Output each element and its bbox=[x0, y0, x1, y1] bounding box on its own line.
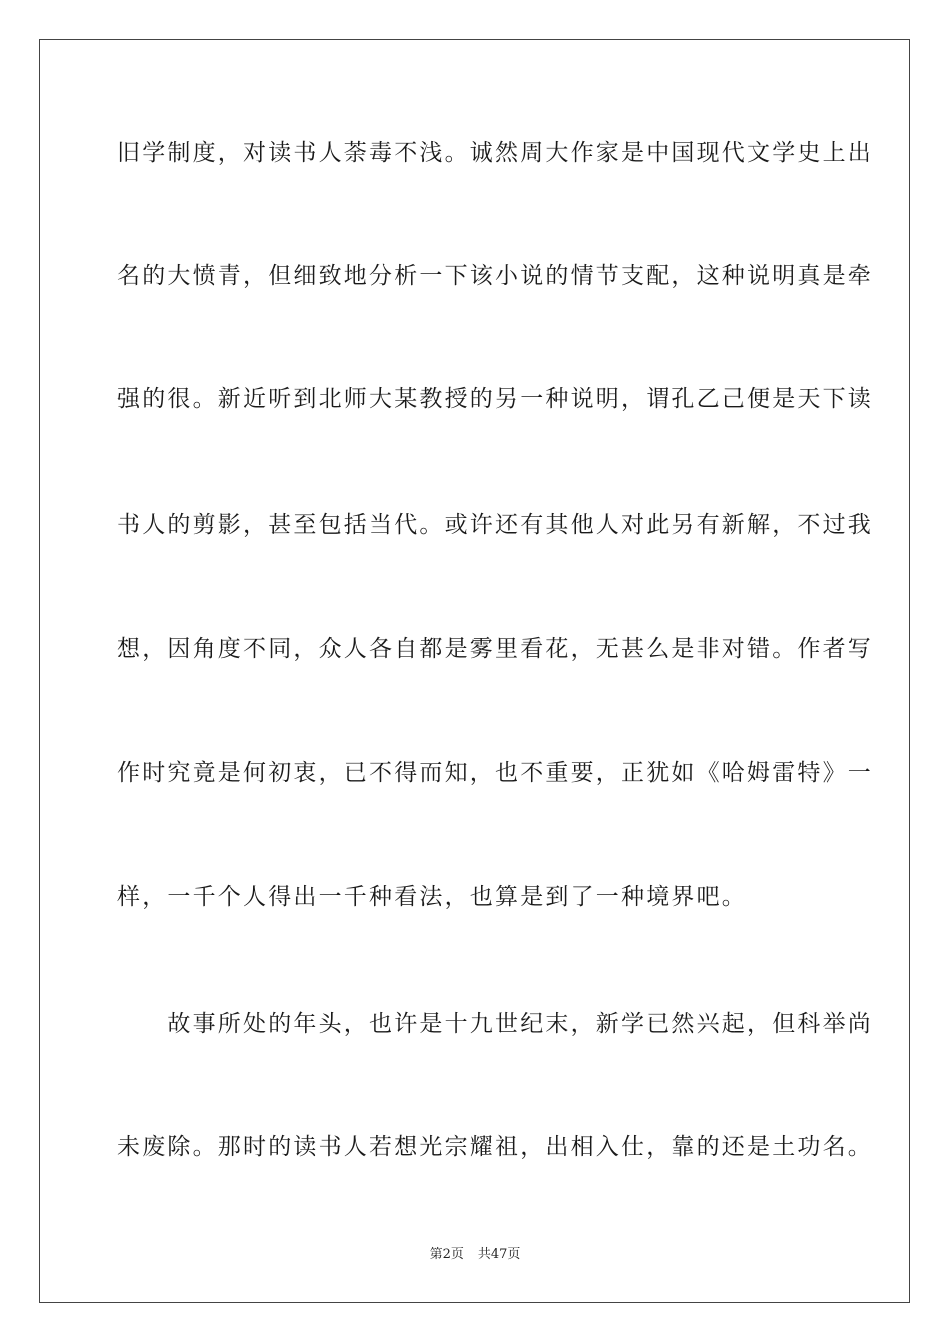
paragraph-line-3: 强的很。新近听到北师大某教授的另一种说明，谓孔乙己便是天下读 bbox=[117, 386, 873, 412]
paragraph-line-9: 未废除。那时的读书人若想光宗耀祖，出相入仕，靠的还是土功名。 bbox=[117, 1134, 873, 1160]
paragraph-line-7: 样，一千个人得出一千种看法，也算是到了一种境界吧。 bbox=[117, 884, 747, 910]
page-number: 第2页 bbox=[429, 1247, 464, 1262]
page-total: 共47页 bbox=[477, 1247, 521, 1262]
page-border bbox=[39, 39, 910, 1303]
paragraph-line-5: 想，因角度不同，众人各自都是雾里看花，无甚么是非对错。作者写 bbox=[117, 636, 873, 662]
paragraph-line-2: 名的大愤青，但细致地分析一下该小说的情节支配，这种说明真是牵 bbox=[117, 263, 873, 289]
paragraph-line-8: 故事所处的年头，也许是十九世纪末，新学已然兴起，但科举尚 bbox=[117, 1011, 873, 1037]
page-footer bbox=[0, 1246, 950, 1264]
paragraph-line-4: 书人的剪影，甚至包括当代。或许还有其他人对此另有新解，不过我 bbox=[117, 512, 873, 538]
paragraph-line-6: 作时究竟是何初衷，已不得而知，也不重要，正犹如《哈姆雷特》一 bbox=[117, 760, 873, 786]
paragraph-line-1: 旧学制度，对读书人荼毒不浅。诚然周大作家是中国现代文学史上出 bbox=[117, 140, 873, 166]
